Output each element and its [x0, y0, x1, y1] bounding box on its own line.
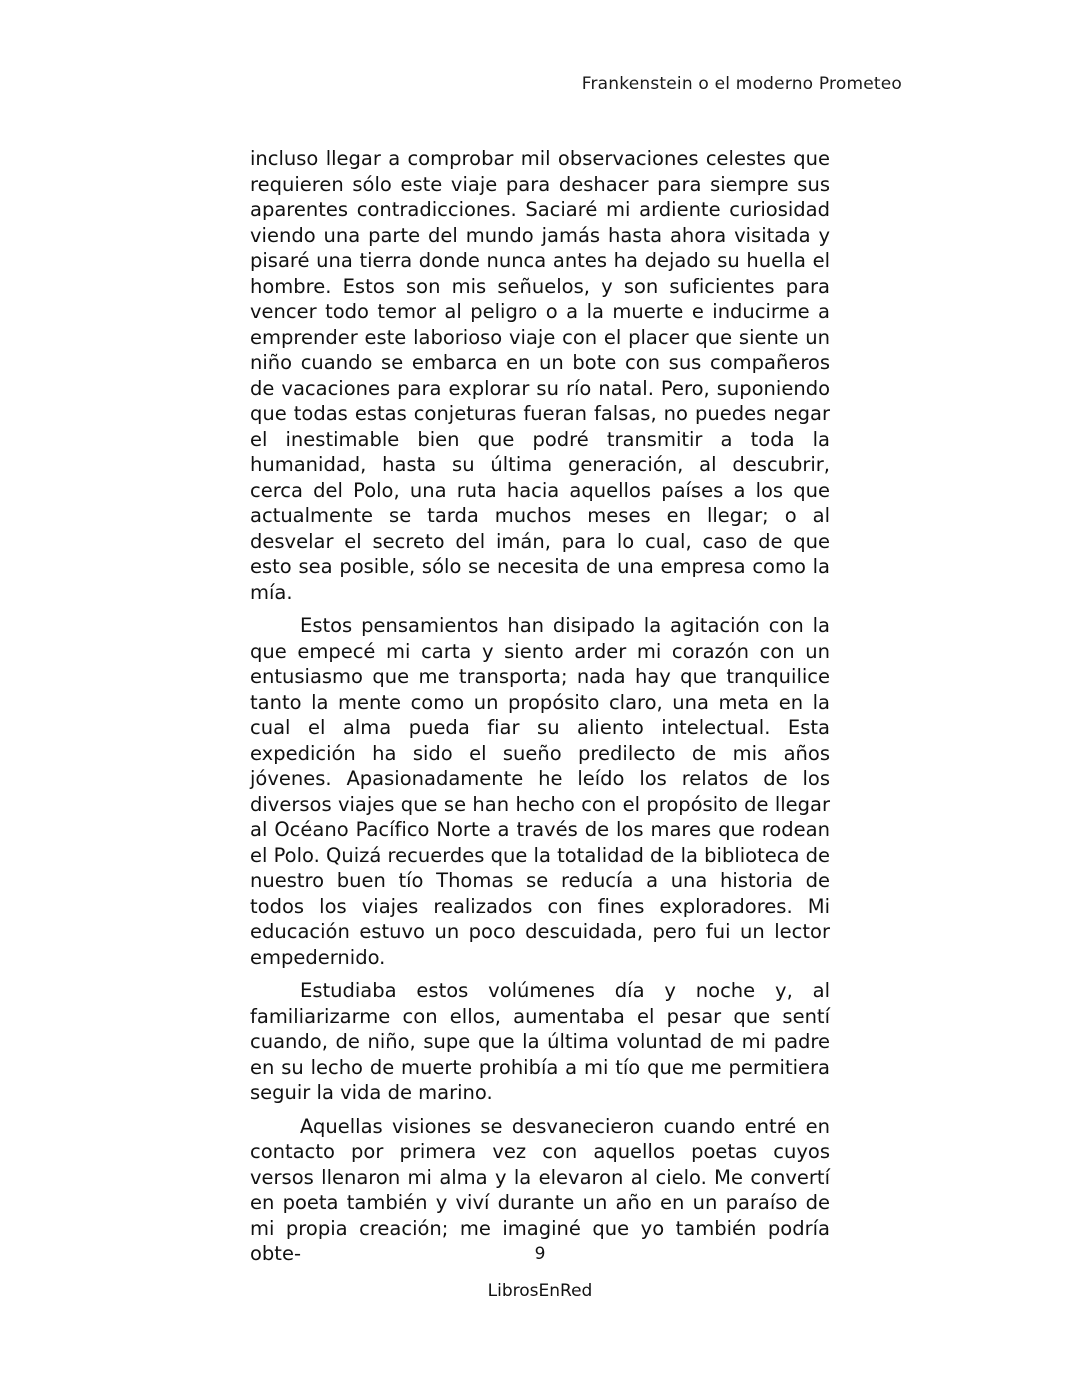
paragraph-1: incluso llegar a comprobar mil observaciones celestes que requieren sólo este viaje para deshacer para siempre sus aparentes contradicciones. Saciaré mi ardiente curiosidad viendo una parte del mundo jamás hasta ahora visitada y pisaré una tierra donde nunca antes ha dejado su huella el hombre. Estos son mis señuelos, y son suficientes para vencer todo temor al peligro o a la muerte e inducirme a emprender este laborioso viaje con el placer que siente un niño cuando se embarca en un bote con sus compañeros de vacaciones para explorar su río natal. Pero, suponiendo que todas estas conjeturas fueran falsas, no puedes negar el inestimable bien que podré transmitir a toda la humanidad, hasta su última generación, al descubrir, cerca del Polo, una ruta hacia aquellos países a los que actualmente se tarda muchos meses en llegar; o al desvelar el secreto del imán, para lo cual, caso de que esto sea posible, sólo se necesita de una empresa como la mía. [250, 147, 830, 604]
paragraph-2: Estos pensamientos han disipado la agitación con la que empecé mi carta y siento arder mi corazón con un entusiasmo que me transporta; nada hay que tranquilice tanto la mente como un propósito claro, una meta en la cual el alma pueda fiar su aliento intelectual. Esta expedición ha sido el sueño predilecto de mis años jóvenes. Apasionadamente he leído los relatos de los diversos viajes que se han hecho con el propósito de llegar al Océano Pacífico Norte a través de los mares que rodean el Polo. Quizá recuerdes que la totalidad de la biblioteca de nuestro buen tío Thomas se reducía a una historia de todos los viajes realizados con fines exploradores. Mi educación estuvo un poco descuidada, pero fui un lector empedernido. [250, 614, 830, 969]
running-header: Frankenstein o el moderno Prometeo [581, 74, 902, 94]
body-text [250, 146, 830, 1275]
publisher-footer: LibrosEnRed [487, 1281, 593, 1301]
paragraph-3: Estudiaba estos volúmenes día y noche y, al familiarizarme con ellos, aumentaba el pesar que sentí cuando, de niño, supe que la última voluntad de mi padre en su lecho de muerte prohibía a mi tío que me permitiera seguir la vida de marino. [250, 979, 830, 1104]
page-number: 9 [534, 1244, 546, 1264]
paragraph-4: Aquellas visiones se desvanecieron cuando entré en contacto por primera vez con aquellos poetas cuyos versos llenaron mi alma y la elevaron al cielo. Me convertí en poeta también y viví durante un año en un paraíso de mi propia creación; me imaginé que yo también podría obte- [250, 1114, 830, 1265]
